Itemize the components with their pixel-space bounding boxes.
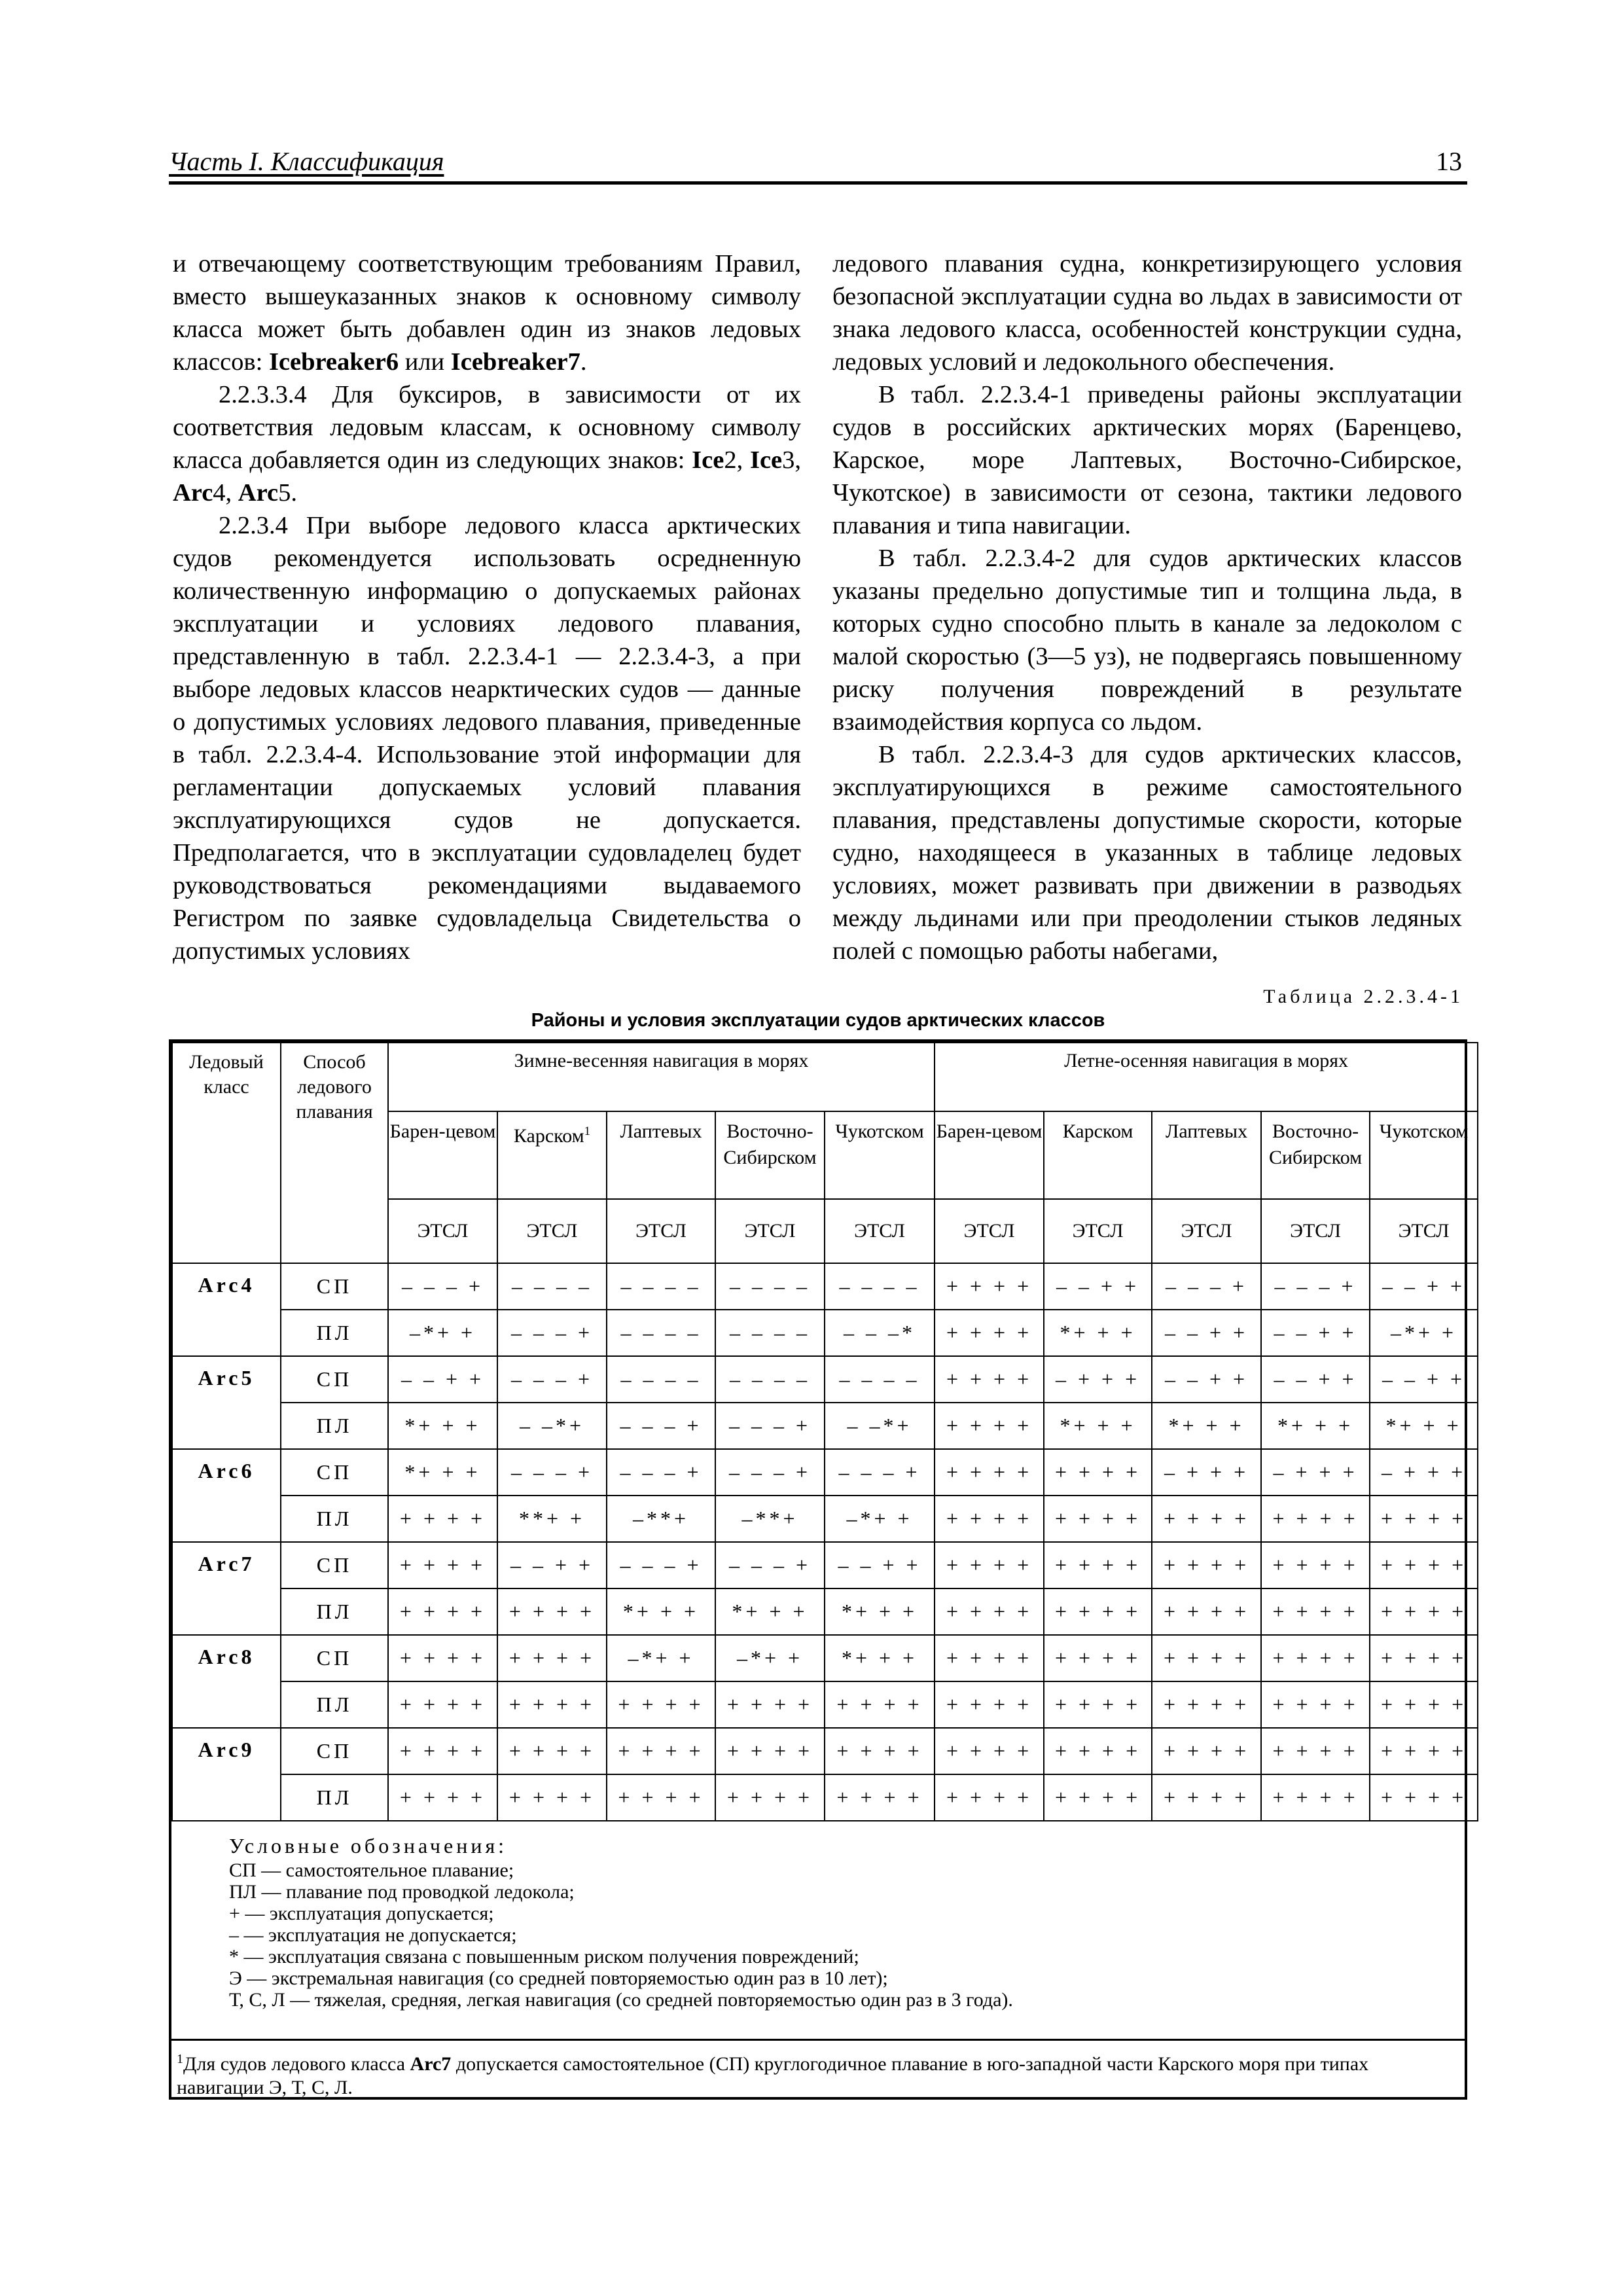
ice-class-cell: Arc9 [172, 1728, 281, 1821]
footnote-ref: 1 [584, 1124, 591, 1138]
status-cell: + + + + [935, 1774, 1044, 1821]
status-cell: –*+ + [388, 1310, 497, 1356]
sea-header [607, 1111, 715, 1199]
status-cell: + + + + [1044, 1635, 1152, 1681]
mode-cell: ПЛ [281, 1588, 388, 1635]
paragraph-text: или [399, 348, 451, 376]
nav-type-header: ЭТСЛ [1261, 1199, 1370, 1263]
sea-name: Барен-цевом [936, 1121, 1043, 1142]
status-cell: + + + + [1152, 1681, 1261, 1728]
status-cell: + + + + [388, 1681, 497, 1728]
left-paragraph [173, 378, 801, 509]
status-cell: – – – + [607, 1449, 715, 1496]
mode-cell: ПЛ [281, 1403, 388, 1449]
status-cell: – –*+ [497, 1403, 607, 1449]
ice-class-cell: Arc4 [172, 1263, 281, 1356]
left-text-column [173, 247, 801, 967]
status-cell: + + + + [825, 1681, 935, 1728]
status-cell: + + + + [607, 1728, 715, 1774]
footnote-bold: Arc7 [410, 2053, 452, 2075]
status-cell: *+ + + [1370, 1403, 1478, 1449]
status-cell: *+ + + [388, 1449, 497, 1496]
status-cell: – – – + [715, 1449, 825, 1496]
status-cell: + + + + [388, 1774, 497, 1821]
paragraph-text: 5. [278, 479, 297, 507]
status-cell: + + + + [935, 1263, 1044, 1310]
mode-cell: СП [281, 1263, 388, 1310]
status-cell: + + + + [388, 1728, 497, 1774]
status-cell: + + + + [935, 1310, 1044, 1356]
status-cell: – – + + [1370, 1263, 1478, 1310]
footnote-text-before: Для судов ледового класса [183, 2053, 410, 2075]
status-cell: – – + + [388, 1356, 497, 1403]
legend-item: * — эксплуатация связана с повышенным риском получения повреждений; [229, 1946, 859, 1967]
mode-cell: ПЛ [281, 1496, 388, 1542]
status-cell: + + + + [1044, 1542, 1152, 1588]
status-cell: + + + + [825, 1728, 935, 1774]
status-cell: – – + + [1152, 1310, 1261, 1356]
status-cell: + + + + [935, 1403, 1044, 1449]
page-number: 13 [1436, 147, 1462, 176]
status-cell: + + + + [1152, 1774, 1261, 1821]
table-row [172, 1728, 1478, 1774]
status-cell: – – + + [1370, 1356, 1478, 1403]
sea-header [715, 1111, 825, 1199]
status-cell: *+ + + [607, 1588, 715, 1635]
legend-item: ПЛ — плавание под проводкой ледокола; [229, 1881, 575, 1903]
status-cell: + + + + [1261, 1728, 1370, 1774]
status-cell: – – – + [607, 1403, 715, 1449]
status-cell: *+ + + [825, 1635, 935, 1681]
sea-name: Карском [1062, 1121, 1133, 1142]
status-cell: + + + + [497, 1728, 607, 1774]
status-cell: –*+ + [607, 1635, 715, 1681]
status-cell: *+ + + [388, 1403, 497, 1449]
status-cell: *+ + + [1044, 1403, 1152, 1449]
status-cell: + + + + [935, 1542, 1044, 1588]
table-row [172, 1403, 1478, 1449]
table-row [172, 1496, 1478, 1542]
sea-name: Чукотском [1379, 1121, 1469, 1142]
status-cell: + + + + [1044, 1774, 1152, 1821]
status-cell: + + + + [1152, 1542, 1261, 1588]
status-cell: + + + + [1370, 1588, 1478, 1635]
mode-cell: ПЛ [281, 1681, 388, 1728]
nav-type-header: ЭТСЛ [607, 1199, 715, 1263]
ice-class-cell: Arc5 [172, 1356, 281, 1449]
status-cell: – – – + [607, 1542, 715, 1588]
header-mode: Способ ледового плавания [281, 1043, 388, 1263]
status-cell: – – – + [497, 1449, 607, 1496]
status-cell: + + + + [1152, 1635, 1261, 1681]
status-cell: + + + + [935, 1588, 1044, 1635]
legend-list [229, 1859, 1453, 2011]
status-cell: – – + + [497, 1542, 607, 1588]
nav-type-header: ЭТСЛ [1152, 1199, 1261, 1263]
right-text-column [832, 247, 1462, 967]
status-cell: + + + + [1152, 1728, 1261, 1774]
status-cell: –**+ [715, 1496, 825, 1542]
status-cell: – – – + [715, 1542, 825, 1588]
status-cell: – – + + [1044, 1263, 1152, 1310]
paragraph-text: 3, [782, 446, 802, 474]
legend-item: + — эксплуатация допускается; [229, 1903, 494, 1924]
status-cell: *+ + + [1261, 1403, 1370, 1449]
ice-class-cell: Arc6 [172, 1449, 281, 1542]
status-cell: –*+ + [1370, 1310, 1478, 1356]
bold-term: Arc [238, 479, 279, 507]
status-cell: – – – – [497, 1263, 607, 1310]
nav-type-header: ЭТСЛ [1370, 1199, 1478, 1263]
table-row [172, 1449, 1478, 1496]
table-row [172, 1542, 1478, 1588]
status-cell: + + + + [1261, 1774, 1370, 1821]
mode-cell: СП [281, 1356, 388, 1403]
legend-item: – — эксплуатация не допускается; [229, 1924, 517, 1946]
status-cell: + + + + [1044, 1728, 1152, 1774]
header-ice-class: Ледовый класс [172, 1043, 281, 1263]
status-cell: + + + + [497, 1681, 607, 1728]
legend-title: Условные обозначения: [229, 1834, 508, 1857]
status-cell: + + + + [607, 1681, 715, 1728]
nav-type-header: ЭТСЛ [388, 1199, 497, 1263]
status-cell: + + + + [1044, 1588, 1152, 1635]
status-cell: – – + + [825, 1542, 935, 1588]
bold-term: Ice [692, 446, 724, 474]
status-cell: + + + + [388, 1496, 497, 1542]
status-cell: + + + + [1370, 1774, 1478, 1821]
status-cell: + + + + [935, 1635, 1044, 1681]
sea-name: Лаптевых [1166, 1121, 1248, 1142]
status-cell: + + + + [388, 1588, 497, 1635]
left-paragraph [173, 509, 801, 967]
header-summer: Летне-осенняя навигация в морях [935, 1043, 1478, 1111]
status-cell: + + + + [935, 1496, 1044, 1542]
sea-name: Восточно-Сибирском [1268, 1121, 1363, 1168]
header-winter: Зимне-весенняя навигация в морях [388, 1043, 935, 1111]
right-paragraph: ледового плавания судна, конкретизирующего условия безопасной эксплуатации судна во льдах в зависимости от знака ледового класса, особенностей конструкции судна, ледовых условий и ледокольного обеспечения. [832, 250, 1462, 376]
status-cell: + + + + [1370, 1728, 1478, 1774]
status-cell: – – + + [1152, 1356, 1261, 1403]
table-row [172, 1310, 1478, 1356]
sea-name: Лаптевых [620, 1121, 702, 1142]
status-cell: **+ + [497, 1496, 607, 1542]
status-cell: + + + + [1370, 1542, 1478, 1588]
table-row [172, 1356, 1478, 1403]
sea-header [935, 1111, 1044, 1199]
ice-class-table [171, 1042, 1478, 1821]
status-cell: – – – + [388, 1263, 497, 1310]
status-cell: – + + + [1370, 1449, 1478, 1496]
footnote-text-after: допускается самостоятельное (СП) круглогодичное плавание в юго-западной части Карского моря при типах навигации Э, Т, С, Л. [177, 2053, 1369, 2098]
status-cell: *+ + + [1152, 1403, 1261, 1449]
status-cell: – – – – [715, 1356, 825, 1403]
status-cell: + + + + [1044, 1681, 1152, 1728]
status-cell: – + + + [1044, 1356, 1152, 1403]
bold-term: Arc [173, 479, 213, 507]
paragraph-text: . [580, 348, 587, 376]
status-cell: – – –* [825, 1310, 935, 1356]
status-cell: + + + + [1044, 1496, 1152, 1542]
status-cell: – – + + [1261, 1356, 1370, 1403]
sea-name: Карском [513, 1125, 584, 1147]
status-cell: + + + + [497, 1635, 607, 1681]
table-row [172, 1263, 1478, 1310]
bold-term: Icebreaker6 [268, 348, 399, 376]
mode-cell: ПЛ [281, 1310, 388, 1356]
status-cell: + + + + [1261, 1542, 1370, 1588]
status-cell: + + + + [1261, 1588, 1370, 1635]
status-cell: –**+ [607, 1496, 715, 1542]
status-cell: – – – – [715, 1263, 825, 1310]
table-row [172, 1635, 1478, 1681]
status-cell: – – – + [1152, 1263, 1261, 1310]
left-paragraph [173, 247, 801, 378]
legend [229, 1835, 1453, 2011]
status-cell: –*+ + [825, 1496, 935, 1542]
sea-name: Барен-цевом [389, 1121, 496, 1142]
status-cell: + + + + [1044, 1449, 1152, 1496]
nav-type-header: ЭТСЛ [935, 1199, 1044, 1263]
status-cell: + + + + [497, 1588, 607, 1635]
status-cell: + + + + [1370, 1681, 1478, 1728]
status-cell: + + + + [1370, 1496, 1478, 1542]
status-cell: + + + + [715, 1774, 825, 1821]
status-cell: –*+ + [715, 1635, 825, 1681]
page-header [169, 141, 1467, 185]
footnote-mark: 1 [177, 2052, 183, 2066]
mode-cell: СП [281, 1542, 388, 1588]
table-caption: Районы и условия эксплуатации судов арктических классов [531, 1010, 1105, 1031]
status-cell: + + + + [497, 1774, 607, 1821]
table-footnote [171, 2039, 1465, 2100]
legend-item: Т, С, Л — тяжелая, средняя, легкая навигация (со средней повторяемостью один раз в 3 года). [229, 1989, 1013, 2011]
status-cell: – – – – [607, 1310, 715, 1356]
status-cell: + + + + [935, 1449, 1044, 1496]
status-cell: + + + + [935, 1681, 1044, 1728]
right-paragraph: В табл. 2.2.3.4-3 для судов арктических классов, эксплуатирующихся в режиме самостоятельного плавания, представлены допустимые скорости, которые судно, находящееся в указанных в таблице ледовых условиях, может развивать при движении в разводьях между льдинами или при преодолении стыков ледяных полей с помощью работы набегами, [832, 741, 1462, 965]
paragraph-text: и отвечающему соответствующим требованиям Правил, вместо вышеуказанных знаков к основному символу класса может быть добавлен один из знаков ледовых классов: [173, 250, 801, 376]
right-paragraph: В табл. 2.2.3.4-2 для судов арктических классов указаны предельно допустимые тип и толщина льда, в которых судно способно плыть в канале за ледоколом с малой скоростью (3—5 уз), не подвергаясь повышенному риску получения повреждений в результате взаимодействия корпуса со льдом. [832, 545, 1462, 736]
sea-header [497, 1111, 607, 1199]
legend-item: Э — экстремальная навигация (со средней повторяемостью один раз в 10 лет); [229, 1967, 888, 1989]
status-cell: + + + + [935, 1356, 1044, 1403]
status-cell: + + + + [825, 1774, 935, 1821]
status-cell: + + + + [1261, 1635, 1370, 1681]
status-cell: – – – – [715, 1310, 825, 1356]
mode-cell: СП [281, 1449, 388, 1496]
ice-class-cell: Arc8 [172, 1635, 281, 1728]
table-number: Таблица 2.2.3.4-1 [1263, 986, 1463, 1007]
legend-item: СП — самостоятельное плавание; [229, 1859, 514, 1881]
status-cell: – –*+ [825, 1403, 935, 1449]
status-cell: *+ + + [715, 1588, 825, 1635]
status-cell: + + + + [607, 1774, 715, 1821]
table-frame [169, 1039, 1467, 2100]
sea-header [825, 1111, 935, 1199]
table-body [172, 1263, 1478, 1821]
sea-header [1370, 1111, 1478, 1199]
nav-type-header: ЭТСЛ [497, 1199, 607, 1263]
status-cell: + + + + [1261, 1681, 1370, 1728]
sea-name: Чукотском [835, 1121, 924, 1142]
status-cell: – – – – [825, 1356, 935, 1403]
mode-cell: ПЛ [281, 1774, 388, 1821]
status-cell: + + + + [1152, 1588, 1261, 1635]
status-cell: + + + + [388, 1635, 497, 1681]
status-cell: – + + + [1152, 1449, 1261, 1496]
status-cell: – – – + [715, 1403, 825, 1449]
sea-header [1261, 1111, 1370, 1199]
ice-class-cell: Arc7 [172, 1542, 281, 1635]
mode-cell: СП [281, 1635, 388, 1681]
table-row [172, 1588, 1478, 1635]
bold-term: Ice [749, 446, 783, 474]
paragraph-text: 4, [213, 479, 238, 507]
status-cell: – – – + [825, 1449, 935, 1496]
right-paragraph: В табл. 2.2.3.4-1 приведены районы эксплуатации судов в российских арктических морях (Баренцево, Карское, море Лаптевых, Восточно-Сибирское, Чукотское) в зависимости от сезона, тактики ледового плавания и типа навигации. [832, 381, 1462, 539]
table-row [172, 1681, 1478, 1728]
status-cell: + + + + [1370, 1635, 1478, 1681]
sea-header [388, 1111, 497, 1199]
status-cell: + + + + [715, 1728, 825, 1774]
table-row [172, 1774, 1478, 1821]
status-cell: – – – + [497, 1310, 607, 1356]
sea-header [1152, 1111, 1261, 1199]
paragraph-text: 2.2.3.4 При выборе ледового класса арктических судов рекомендуется использовать осредненную количественную информацию о допускаемых районах эксплуатации и условиях ледового плавания, представленную в табл. 2.2.3.4-1 — 2.2.3.4-3, а при выборе ледовых классов неарктических судов — данные о допустимых условиях ледового плавания, приведенные в табл. 2.2.3.4-4. Использование этой информации для регламентации допускаемых условий плавания эксплуатирующихся судов не допускается. Предполагается, что в эксплуатации судовладелец будет руководствоваться рекомендациями выдаваемого Регистром по заявке судовладельца Свидетельства о допустимых условиях [173, 512, 801, 965]
status-cell: – – – – [607, 1263, 715, 1310]
status-cell: *+ + + [825, 1588, 935, 1635]
status-cell: – + + + [1261, 1449, 1370, 1496]
status-cell: – – – – [607, 1356, 715, 1403]
sea-header [1044, 1111, 1152, 1199]
status-cell: – – + + [1261, 1310, 1370, 1356]
status-cell: + + + + [1261, 1496, 1370, 1542]
status-cell: *+ + + [1044, 1310, 1152, 1356]
nav-type-header: ЭТСЛ [1044, 1199, 1152, 1263]
status-cell: – – – + [1261, 1263, 1370, 1310]
status-cell: + + + + [715, 1681, 825, 1728]
running-title: Часть I. Классификация [169, 147, 444, 176]
mode-cell: СП [281, 1728, 388, 1774]
status-cell: – – – – [825, 1263, 935, 1310]
status-cell: + + + + [935, 1728, 1044, 1774]
status-cell: + + + + [1152, 1496, 1261, 1542]
paragraph-text: 2.2.3.3.4 Для буксиров, в зависимости от их соответствия ледовым классам, к основному символу класса добавляется один из следующих знаков: [173, 381, 801, 474]
sea-name: Восточно-Сибирском [723, 1121, 817, 1168]
nav-type-header: ЭТСЛ [825, 1199, 935, 1263]
nav-type-header: ЭТСЛ [715, 1199, 825, 1263]
paragraph-text: 2, [724, 446, 750, 474]
status-cell: + + + + [388, 1542, 497, 1588]
status-cell: – – – + [497, 1356, 607, 1403]
bold-term: Icebreaker7 [450, 348, 580, 376]
